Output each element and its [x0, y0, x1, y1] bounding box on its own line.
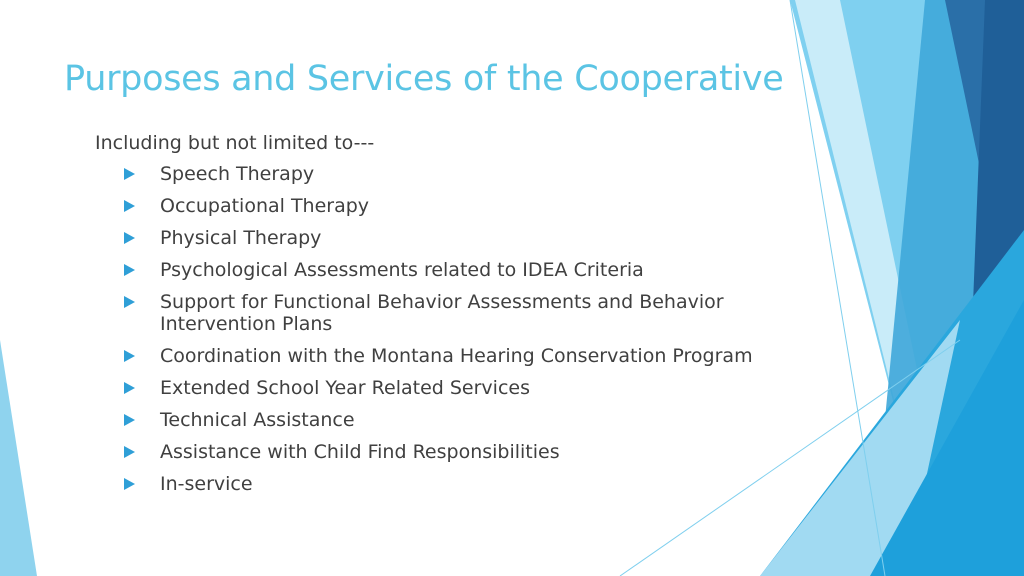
- arrow-right-icon: [124, 414, 135, 426]
- arrow-right-icon: [124, 296, 135, 308]
- list-item: [124, 227, 804, 249]
- list-item: [124, 345, 804, 367]
- list-item: [124, 291, 804, 335]
- arrow-right-icon: [124, 168, 135, 180]
- list-item: [124, 409, 804, 431]
- list-item: [124, 163, 804, 185]
- arrow-right-icon: [124, 382, 135, 394]
- list-item-text: Support for Functional Behavior Assessments and Behavior Intervention Plans: [160, 291, 724, 335]
- arrow-right-icon: [124, 264, 135, 276]
- arrow-right-icon: [124, 446, 135, 458]
- list-item-text: Extended School Year Related Services: [160, 377, 530, 399]
- left-edge-shape: [0, 340, 37, 576]
- list-item-text: Psychological Assessments related to IDEA Criteria: [160, 259, 644, 281]
- arrow-right-icon: [124, 200, 135, 212]
- list-item: [124, 377, 804, 399]
- list-item-text: Occupational Therapy: [160, 195, 370, 217]
- list-item-text: Coordination with the Montana Hearing Conservation Program: [160, 345, 753, 367]
- list-item-text: Physical Therapy: [160, 227, 322, 249]
- list-item: [124, 259, 804, 281]
- list-item: [124, 441, 804, 463]
- bullet-list: [124, 163, 804, 505]
- list-item-text: Speech Therapy: [160, 163, 315, 185]
- arrow-right-icon: [124, 350, 135, 362]
- page-title: Purposes and Services of the Cooperative: [64, 59, 784, 99]
- arrow-right-icon: [124, 232, 135, 244]
- list-item-text: Technical Assistance: [160, 409, 355, 431]
- list-item-text: In-service: [160, 473, 253, 495]
- arrow-right-icon: [124, 478, 135, 490]
- intro-text: Including but not limited to---: [95, 132, 375, 154]
- list-item: [124, 195, 804, 217]
- list-item-text: Assistance with Child Find Responsibilities: [160, 441, 560, 463]
- list-item: [124, 473, 804, 495]
